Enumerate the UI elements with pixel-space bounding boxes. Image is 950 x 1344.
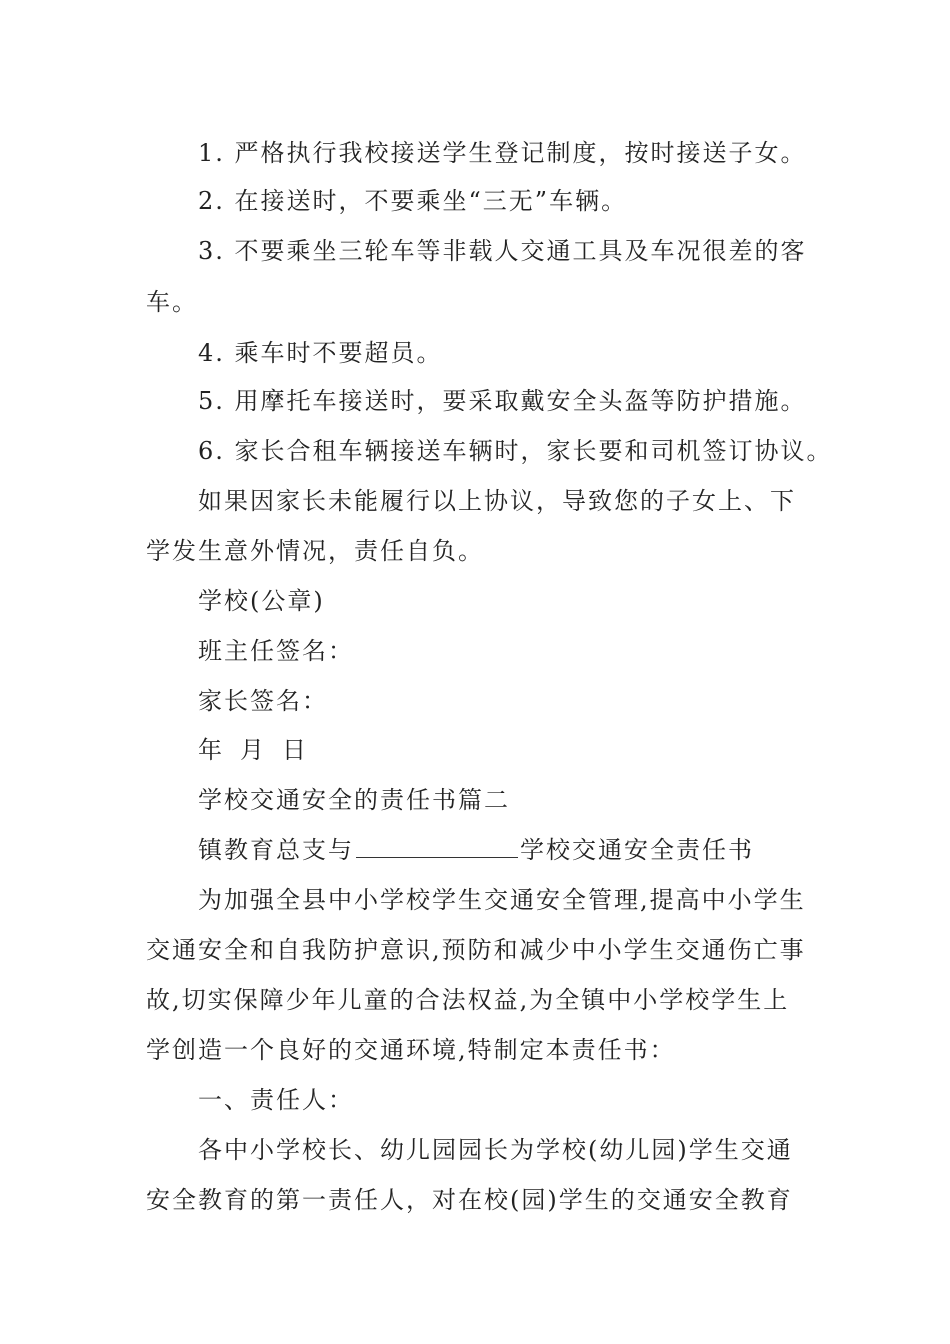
liability-paragraph-line-2: 学发生意外情况，责任自负。 [146,537,484,565]
date-day: 日 [282,736,308,764]
purpose-paragraph-line-2: 交通安全和自我防护意识,预防和减少中小学生交通伤亡事 [146,936,806,964]
responsible-paragraph-line-1: 各中小学校长、幼儿园园长为学校(幼儿园)学生交通 [198,1136,793,1164]
title-prefix: 镇教育总支与 [198,836,354,864]
teacher-signature-label: 班主任签名： [198,637,354,665]
school-name-blank [356,835,518,858]
date-line [198,735,308,765]
title-suffix: 学校交通安全责任书 [520,836,754,864]
item-6: 6. 家长合租车辆接送车辆时，家长要和司机签订协议。 [198,437,833,465]
item-4: 4. 乘车时不要超员。 [198,339,443,367]
item-2: 2. 在接送时，不要乘坐“三无”车辆。 [198,187,628,215]
item-3-line-1: 3. 不要乘坐三轮车等非载人交通工具及车况很差的客 [198,237,807,265]
purpose-paragraph-line-1: 为加强全县中小学校学生交通安全管理,提高中小学生 [198,886,806,914]
item-3-line-2: 车。 [146,288,198,316]
section-responsible-person-heading: 一、责任人： [198,1086,354,1114]
date-month: 月 [240,736,266,764]
responsibility-title-line [198,835,754,865]
liability-paragraph-line-1: 如果因家长未能履行以上协议，导致您的子女上、下 [198,487,796,515]
item-1: 1. 严格执行我校接送学生登记制度，按时接送子女。 [198,139,807,167]
school-seal-label: 学校(公章) [198,587,325,615]
purpose-paragraph-line-4: 学创造一个良好的交通环境,特制定本责任书： [146,1036,676,1064]
responsible-paragraph-line-2: 安全教育的第一责任人，对在校(园)学生的交通安全教育 [146,1186,793,1214]
parent-signature-label: 家长签名： [198,687,328,715]
purpose-paragraph-line-3: 故,切实保障少年儿童的合法权益,为全镇中小学校学生上 [146,986,790,1014]
date-year: 年 [198,736,224,764]
item-5: 5. 用摩托车接送时，要采取戴安全头盔等防护措施。 [198,387,807,415]
section-two-heading: 学校交通安全的责任书篇二 [198,786,510,814]
